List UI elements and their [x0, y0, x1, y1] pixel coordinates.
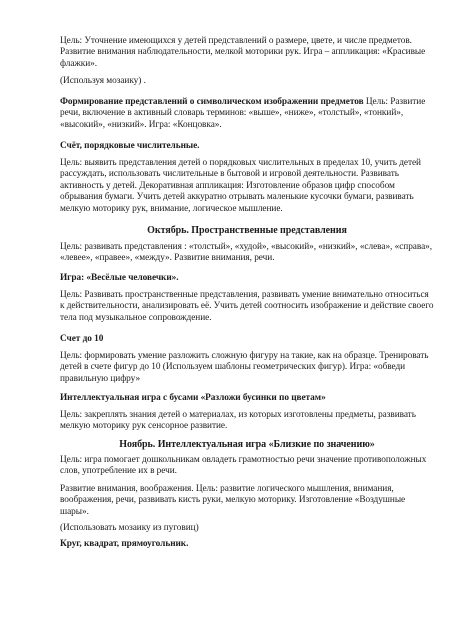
- paragraph-3: [60, 97, 434, 131]
- paragraph-15-text: Цель: игра помогает дошкольникам овладеть грамотностью речи значение противоположных слов, употребление их в речи.: [60, 455, 427, 477]
- paragraph-7-text: Цель: развивать представления : «толстый», «худой», «высокий», «низкий», «слева», «справа», «левее», «правее», «между». Развитие внимания, речи.: [60, 242, 433, 264]
- paragraph-15: [60, 455, 434, 478]
- heading-november-text: Ноябрь. Интеллектуальная игра «Близкие по значению»: [119, 439, 375, 450]
- heading-shapes: [60, 539, 434, 550]
- heading-beads-game-text: Интеллектуальная игра с бусами «Разложи бусинки по цветам»: [60, 393, 326, 403]
- paragraph-3-heading: Формирование представлений о символическом изображении предметов: [60, 97, 364, 107]
- heading-count-to-10-text: Счет до 10: [60, 334, 104, 344]
- paragraph-13-text: Цель: закреплять знания детей о материалах, из которых изготовлены предметы, развивать мелкую моторику рук сенсорное развитие.: [60, 410, 416, 432]
- heading-november: [60, 439, 434, 450]
- paragraph-17: [60, 523, 434, 534]
- heading-count-to-10: [60, 334, 434, 345]
- paragraph-1: [60, 36, 434, 70]
- paragraph-16-text: Развитие внимания, воображения. Цель: развитие логического мышления, внимания, воображения, речи, развивать кисть руки, мелкую моторику. Изготовление «Воздушные шары».: [60, 484, 406, 517]
- heading-ordinal-count: [60, 141, 434, 152]
- heading-october-text: Октябрь. Пространственные представления: [147, 225, 347, 236]
- paragraph-11: [60, 351, 434, 385]
- heading-funny-men: [60, 273, 434, 284]
- paragraph-13: [60, 410, 434, 433]
- heading-shapes-text: Круг, квадрат, прямоугольник.: [60, 539, 189, 549]
- paragraph-9-text: Цель: Развивать пространственные представления, развивать умение внимательно относиться к действительности, анализировать её. Учить детей соотносить изображение и действие своего тела под музыкальное сопровождение.: [60, 290, 434, 323]
- paragraph-9: [60, 290, 434, 324]
- heading-ordinal-count-text: Счёт, порядковые числительные.: [60, 141, 200, 151]
- paragraph-16: [60, 484, 434, 518]
- paragraph-2-text: (Используя мозаику) .: [60, 76, 146, 86]
- paragraph-2: [60, 76, 434, 87]
- paragraph-3-text: Цель: Развитие речи, включение в активный словарь терминов: «выше», «ниже», «толстый», «тонкий», «высокий», «низкий». Игра: «Концовка».: [60, 97, 426, 130]
- heading-funny-men-text: Игра: «Весёлые человечки».: [60, 273, 179, 283]
- heading-october: [60, 225, 434, 236]
- paragraph-5-text: Цель: выявить представления детей о порядковых числительных в пределах 10, учить детей рассуждать, использовать числительные в бытовой и игровой деятельности. Развивать активность у детей. Декоративная аппликация: Изготовление образов цифр способом обрывания бумаги. Учить детей аккуратно отрывать маленькие кусочки бумаги, развивать мелкую моторику рук, внимание, логическое мышление.: [60, 158, 421, 214]
- paragraph-11-text: Цель: формировать умение разложить сложную фигуру на такие, как на образце. Тренировать детей в счете фигур до 10 (Используем шаблоны геометрических фигур). Игра: «обведи правильную цифру»: [60, 351, 429, 384]
- heading-beads-game: [60, 393, 434, 404]
- paragraph-5: [60, 158, 434, 215]
- paragraph-7: [60, 242, 434, 265]
- paragraph-17-text: (Использовать мозаику из пуговиц): [60, 523, 199, 533]
- paragraph-1-text: Цель: Уточнение имеющихся у детей представлений о размере, цвете, и числе предметов. Развитие внимания наблюдательности, мелкой моторики рук. Игра – аппликация: «Красивые флажки».: [60, 36, 426, 69]
